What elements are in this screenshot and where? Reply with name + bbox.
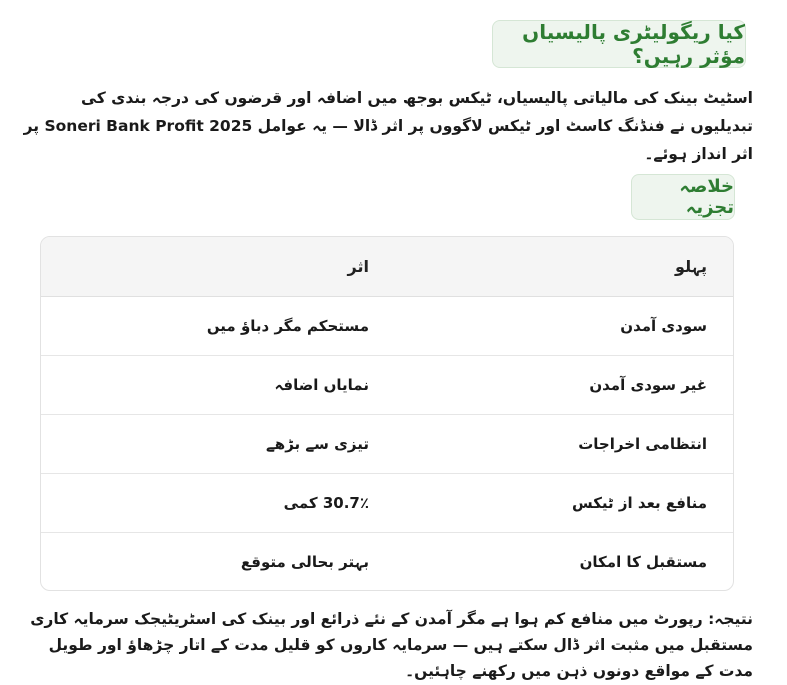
heading-text: خلاصہ تجزیہ	[679, 176, 734, 218]
cell-impact: 30.7٪ کمی	[283, 493, 369, 512]
cell-aspect: سودی آمدن	[620, 316, 707, 335]
cell-aspect: منافع بعد از ٹیکس	[572, 493, 707, 512]
summary-table-card	[40, 236, 734, 591]
cell-aspect: انتظامی اخراجات	[578, 434, 707, 453]
section-heading-summary	[631, 174, 735, 220]
cell-aspect: غیر سودی آمدن	[589, 375, 707, 394]
cell-impact: نمایاں اضافہ	[274, 375, 369, 394]
header-aspect: پہلو	[389, 237, 733, 296]
cell-aspect: مستقبل کا امکان	[579, 552, 707, 571]
table-header-row	[40, 237, 733, 296]
table-row	[40, 296, 733, 355]
conclusion-paragraph: نتیجہ: رپورٹ میں منافع کم ہوا ہے مگر آمدن کے نئے ذرائع اور بینک کی اسٹریٹیجک سرمایہ کاری مستقبل میں مثبت اثر ڈال سکتے ہیں — سرمایہ کاروں کو قلیل مدت کے اتار چڑھاؤ اور طویل مدت کے مواقع دونوں ذہن میں رکھنے چاہئیں۔	[30, 610, 753, 680]
section-heading-regulatory	[492, 20, 746, 68]
cell-impact: مستحکم مگر دباؤ میں	[206, 316, 369, 335]
table-row	[40, 355, 733, 414]
header-impact: اثر	[40, 237, 389, 296]
cell-impact: بہتر بحالی متوقع	[240, 552, 369, 571]
table-row	[40, 414, 733, 473]
cell-impact: تیزی سے بڑھے	[266, 434, 369, 453]
table-row	[40, 532, 733, 591]
summary-table	[40, 237, 733, 591]
intro-paragraph: اسٹیٹ بینک کی مالیاتی پالیسیاں، ٹیکس بوجھ میں اضافہ اور قرضوں کی درجہ بندی کی تبدیلیوں نے فنڈنگ کاسٹ اور ٹیکس لاگووں پر اثر ڈالا — یہ عوامل Soneri Bank Profit 2025 پر اثر انداز ہوئے۔	[23, 89, 753, 163]
table-row	[40, 473, 733, 532]
heading-text: کیا ریگولیٹری پالیسیاں مؤثر رہیں؟	[522, 20, 745, 68]
